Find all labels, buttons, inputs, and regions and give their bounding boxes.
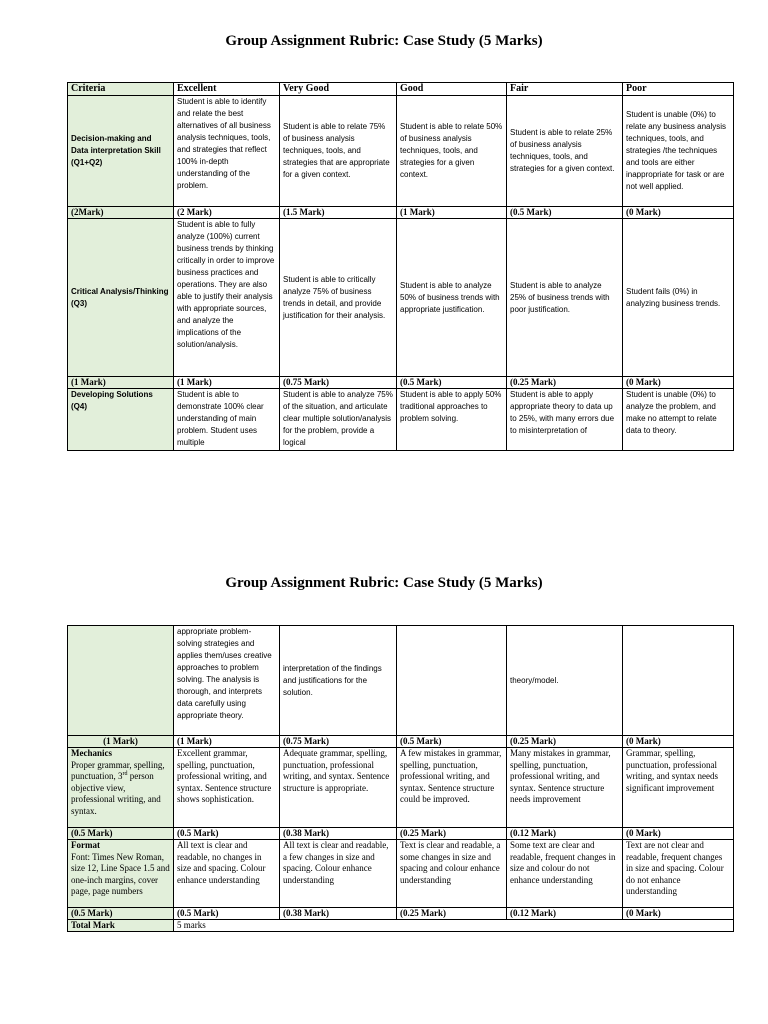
criteria-cell: Decision-making and Data interpretation Skill (Q1+Q2) xyxy=(68,96,174,207)
total-value: 5 marks xyxy=(174,920,734,932)
header-row xyxy=(68,83,734,96)
mark-row xyxy=(68,207,734,219)
page-title: Group Assignment Rubric: Case Study (5 Marks) xyxy=(225,33,543,49)
very-good-cell: Student is able to analyze 75% of the situation, and articulate clear multiple solution/analysis for the problem, provide a logical xyxy=(280,389,397,451)
very-good-cell: Adequate grammar, spelling, punctuation, professional writing, and syntax. Sentence structure is appropriate. xyxy=(280,748,397,828)
table-row xyxy=(68,748,734,828)
excellent-cell: Student is able to demonstrate 100% clear understanding of main problem. Student uses multiple xyxy=(174,389,280,451)
fair-cell: Student is able to relate 25% of business analysis techniques, tools, and strategies for a given context. xyxy=(507,96,623,207)
good-mark: (0.25 Mark) xyxy=(397,908,507,920)
mark-row xyxy=(68,736,734,748)
header-good: Good xyxy=(397,83,507,96)
mark-row xyxy=(68,908,734,920)
criteria-title: Format xyxy=(71,840,100,850)
poor-cell: Student is unable (0%) to relate any business analysis techniques, tools, and strategies /the techniques and tools are either inappropriate for task or are not well applied. xyxy=(623,96,734,207)
table-row xyxy=(68,219,734,377)
fair-cell: Student is able to analyze 25% of business trends with poor justification. xyxy=(507,219,623,377)
rubric-table xyxy=(67,82,734,451)
fair-cell: theory/model. xyxy=(507,626,623,736)
excellent-cell: Excellent grammar, spelling, punctuation, professional writing, and syntax. Sentence structure shows sophistication. xyxy=(174,748,280,828)
fair-mark: (0.12 Mark) xyxy=(507,908,623,920)
fair-mark: (0.5 Mark) xyxy=(507,207,623,219)
very-good-cell: Student is able to critically analyze 75% of business trends in detail, and provide justification for their analysis. xyxy=(280,219,397,377)
very-good-cell: interpretation of the findings and justifications for the solution. xyxy=(280,626,397,736)
fair-cell: Student is able to apply appropriate theory to data up to 25%, with many errors due to misinterpretation of xyxy=(507,389,623,451)
good-mark: (0.25 Mark) xyxy=(397,828,507,840)
criteria-cell: Developing Solutions (Q4) xyxy=(68,389,174,451)
poor-mark: (0 Mark) xyxy=(623,828,734,840)
total-label: Total Mark xyxy=(68,920,174,932)
good-cell: Student is able to apply 50% traditional approaches to problem solving. xyxy=(397,389,507,451)
mark-row xyxy=(68,828,734,840)
excellent-mark: (1 Mark) xyxy=(174,736,280,748)
good-cell: Student is able to relate 50% of business analysis techniques, tools, and strategies for a given context. xyxy=(397,96,507,207)
table-row xyxy=(68,96,734,207)
header-poor: Poor xyxy=(623,83,734,96)
total-row xyxy=(68,920,734,932)
poor-mark: (0 Mark) xyxy=(623,207,734,219)
excellent-cell: Student is able to fully analyze (100%) current business trends by thinking critically in order to improve business practices and operations. They are also able to justify their analysis with appropriate sources, and analyze the implications of the solution/analysis. xyxy=(174,219,280,377)
very-good-mark: (0.38 Mark) xyxy=(280,828,397,840)
criteria-mark: (2Mark) xyxy=(68,207,174,219)
header-excellent: Excellent xyxy=(174,83,280,96)
good-cell: Student is able to analyze 50% of business trends with appropriate justification. xyxy=(397,219,507,377)
fair-mark: (0.25 Mark) xyxy=(507,736,623,748)
good-mark: (1 Mark) xyxy=(397,207,507,219)
poor-mark: (0 Mark) xyxy=(623,908,734,920)
mark-row xyxy=(68,377,734,389)
excellent-cell: Student is able to identify and relate the best alternatives of all business analysis techniques, tools, and strategies that reflect 100% in-depth understanding of the problem. xyxy=(174,96,280,207)
fair-cell: Some text are clear and readable, frequent changes in size and colour do not enhance understanding xyxy=(507,840,623,908)
header-criteria: Criteria xyxy=(68,83,174,96)
very-good-mark: (1.5 Mark) xyxy=(280,207,397,219)
good-mark: (0.5 Mark) xyxy=(397,736,507,748)
very-good-cell: Student is able to relate 75% of business analysis techniques, tools, and strategies that are appropriate for a given context. xyxy=(280,96,397,207)
poor-cell: Grammar, spelling, punctuation, professional writing, and syntax needs significant improvement xyxy=(623,748,734,828)
very-good-mark: (0.75 Mark) xyxy=(280,377,397,389)
excellent-cell: appropriate problem-solving strategies and applies them/uses creative approaches to problem solving. The analysis is thorough, and interprets data carefully using appropriate theory. xyxy=(174,626,280,736)
poor-cell: Student is unable (0%) to analyze the problem, and make no attempt to relate data to theory. xyxy=(623,389,734,451)
very-good-mark: (0.75 Mark) xyxy=(280,736,397,748)
very-good-mark: (0.38 Mark) xyxy=(280,908,397,920)
excellent-mark: (0.5 Mark) xyxy=(174,828,280,840)
criteria-mark: (1 Mark) xyxy=(68,377,174,389)
good-cell: Text is clear and readable, a some changes in size and spacing and colour enhance understanding xyxy=(397,840,507,908)
table-row xyxy=(68,389,734,451)
table-row xyxy=(68,626,734,736)
criteria-description: Proper grammar, spelling, punctuation, 3rd person objective view, professional writing, and syntax. xyxy=(71,759,165,816)
good-mark: (0.5 Mark) xyxy=(397,377,507,389)
criteria-mark: (1 Mark) xyxy=(68,736,174,748)
criteria-cell xyxy=(68,748,174,828)
table-row xyxy=(68,840,734,908)
fair-cell: Many mistakes in grammar, spelling, punctuation, professional writing, and syntax. Sentence structure needs improvement xyxy=(507,748,623,828)
criteria-cell: Critical Analysis/Thinking (Q3) xyxy=(68,219,174,377)
poor-cell: Text are not clear and readable, frequent changes in size and spacing. Colour do not enhance understanding xyxy=(623,840,734,908)
very-good-cell: All text is clear and readable, a few changes in size and spacing. Colour enhance understanding xyxy=(280,840,397,908)
page-title: Group Assignment Rubric: Case Study (5 Marks) xyxy=(225,575,543,591)
poor-cell: Student fails (0%) in analyzing business trends. xyxy=(623,219,734,377)
criteria-title: Mechanics xyxy=(71,748,112,758)
criteria-mark: (0.5 Mark) xyxy=(68,828,174,840)
rubric-table xyxy=(67,625,734,932)
header-very-good: Very Good xyxy=(280,83,397,96)
good-cell xyxy=(397,626,507,736)
poor-cell xyxy=(623,626,734,736)
excellent-mark: (0.5 Mark) xyxy=(174,908,280,920)
good-cell: A few mistakes in grammar, spelling, punctuation, professional writing, and syntax. Sentence structure could be improved. xyxy=(397,748,507,828)
poor-mark: (0 Mark) xyxy=(623,736,734,748)
criteria-cell xyxy=(68,840,174,908)
poor-mark: (0 Mark) xyxy=(623,377,734,389)
criteria-cell xyxy=(68,626,174,736)
fair-mark: (0.25 Mark) xyxy=(507,377,623,389)
excellent-cell: All text is clear and readable, no changes in size and spacing. Colour enhance understanding xyxy=(174,840,280,908)
criteria-mark: (0.5 Mark) xyxy=(68,908,174,920)
fair-mark: (0.12 Mark) xyxy=(507,828,623,840)
excellent-mark: (1 Mark) xyxy=(174,377,280,389)
header-fair: Fair xyxy=(507,83,623,96)
criteria-description: Font: Times New Roman, size 12, Line Space 1.5 and one-inch margins, cover page, page numbers xyxy=(71,851,170,896)
excellent-mark: (2 Mark) xyxy=(174,207,280,219)
